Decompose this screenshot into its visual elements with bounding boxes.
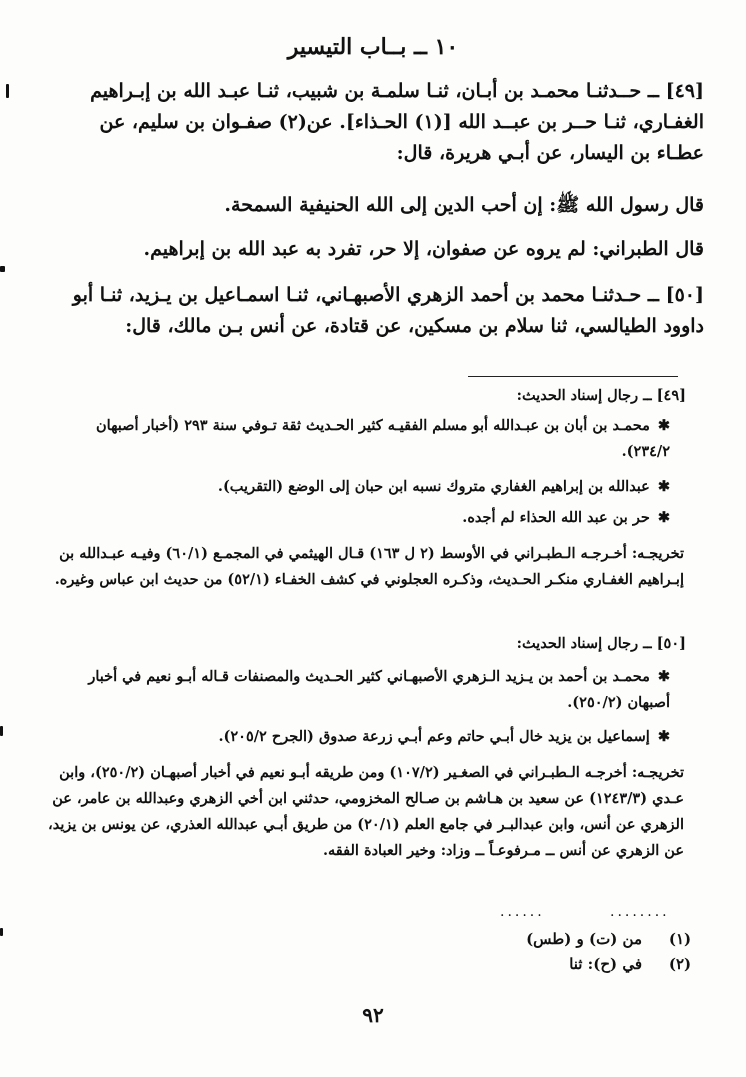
hadith-49-text: [٤٩] ــ حــدثنـا محمـد بن أبـان، ثنـا سلمـة بن شبيب، ثنـا عبـد الله بن إبـراهيم الغفـاري، ثنـا حــر بن عبــد الله [(١) الحـذاء]. عن(٢) صفـوان بن سليم، عن عطـاء بن اليسار، عن أبـي هريرة، قال: bbox=[90, 80, 704, 164]
footnote-50-heading: [٥٠] ــ رجال إسناد الحديث: bbox=[516, 635, 686, 652]
narrator-text: عبدالله بن إبراهيم الغفاري متروك نسبه ابن حبان إلى الوضع (التقريب). bbox=[217, 478, 650, 495]
page-number: ٩٢ bbox=[362, 1003, 384, 1027]
narrator-text: محمـد بن أبان بن عبـدالله أبو مسلم الفقيـه كثير الحـديث ثقة تـوفي سنة ٢٩٣ (أخبار أصبهان ٢٣٤/٢). bbox=[96, 417, 670, 460]
footnote-49-narrator bbox=[44, 474, 670, 500]
bullet-star-icon: ✱ bbox=[657, 417, 670, 434]
scan-mark bbox=[0, 726, 3, 736]
hadith-50-text: [٥٠] ــ حـدثنـا محمد بن أحمد الزهري الأصبهـاني، ثنـا اسمـاعيل بن يـزيد، ثنـا أبو داوود الطيالسي، ثنا سلام بن مسكين، عن قتادة، عن أنس بـن مالك، قال: bbox=[72, 284, 704, 337]
scan-mark bbox=[0, 266, 5, 272]
bullet-star-icon: ✱ bbox=[657, 509, 670, 526]
dots-separator: ........ bbox=[610, 904, 670, 920]
narrator-text: حر بن عبد الله الحذاء لم أجده. bbox=[462, 509, 650, 526]
narrator-text: إسماعيل بن يزيد خال أبـي حاتم وعم أبـي زرعة صدوق (الجرح ٢٠٥/٢). bbox=[218, 728, 650, 745]
variant-note bbox=[400, 953, 700, 975]
footnote-50-narrator bbox=[44, 664, 670, 716]
variant-number: (١) bbox=[668, 930, 692, 948]
variant-number: (٢) bbox=[668, 955, 692, 973]
footnote-49-narrator bbox=[44, 505, 670, 531]
footnote-49-narrator bbox=[44, 413, 670, 465]
variant-text: من (ت) و (طس) bbox=[526, 930, 642, 948]
hadith-49-prophet-saying: قال رسول الله ﷺ: إن أحب الدين إلى الله الحنيفية السمحة. bbox=[224, 194, 704, 216]
variant-text: في (ح): ثنا bbox=[569, 955, 642, 973]
bullet-star-icon: ✱ bbox=[657, 728, 670, 745]
scan-mark bbox=[6, 84, 9, 98]
footnote-49-heading: [٤٩] ــ رجال إسناد الحديث: bbox=[516, 387, 686, 404]
narrator-text: محمـد بن أحمد بن يـزيد الـزهري الأصبهـاني كثير الحـديث والمصنفات قـاله أبـو نعيم في أخبار أصبهان (٢٥٠/٢). bbox=[88, 668, 670, 711]
variant-note bbox=[400, 928, 700, 950]
bullet-star-icon: ✱ bbox=[657, 668, 670, 685]
footnote-separator bbox=[468, 376, 678, 377]
chapter-title: ١٠ ــ بــاب التيسير bbox=[287, 34, 459, 60]
hadith-49-tabarani-note: قال الطبراني: لم يروه عن صفوان، إلا حر، تفرد به عبد الله بن إبراهيم. bbox=[143, 238, 704, 260]
footnote-50-narrator bbox=[44, 724, 670, 750]
footnote-50-takhrij: تخريجـه: أخرجـه الـطبـراني في الصغـير (١٠٧/٢) ومن طريقه أبـو نعيم في أخبار أصبهـان (٢٥٠/٢)، وابن عـدي (١٢٤٣/٣) عن سعيد بن هـاشم بن صـالح المخزومي، حدثني ابن أخي الزهري وعبدالله بن عامر، عن الزهري عن أنس، وابن عبدالبـر في جامع العلم (٢٠/١) من طريق أبـي عبدالله العذري، عن يونس بن يزيد، عن الزهري عن أنس ــ مـرفوعـاً ــ وزاد: وخير العبادة الفقه. bbox=[48, 764, 684, 859]
bullet-star-icon: ✱ bbox=[657, 478, 670, 495]
scan-mark bbox=[0, 928, 3, 936]
dots-separator: ...... bbox=[500, 904, 545, 920]
footnote-49-takhrij: تخريجـه: أخـرجـه الـطبـراني في الأوسط (٢ ل ١٦٣) قـال الهيثمي في المجمـع (٦٠/١) وفيـه عبـدالله بن إبـراهيم الغفـاري منكـر الحـديث، وذكـره العجلوني في كشف الخفـاء (٥٢/١) من حديث ابن عباس وغيره. bbox=[54, 545, 684, 588]
